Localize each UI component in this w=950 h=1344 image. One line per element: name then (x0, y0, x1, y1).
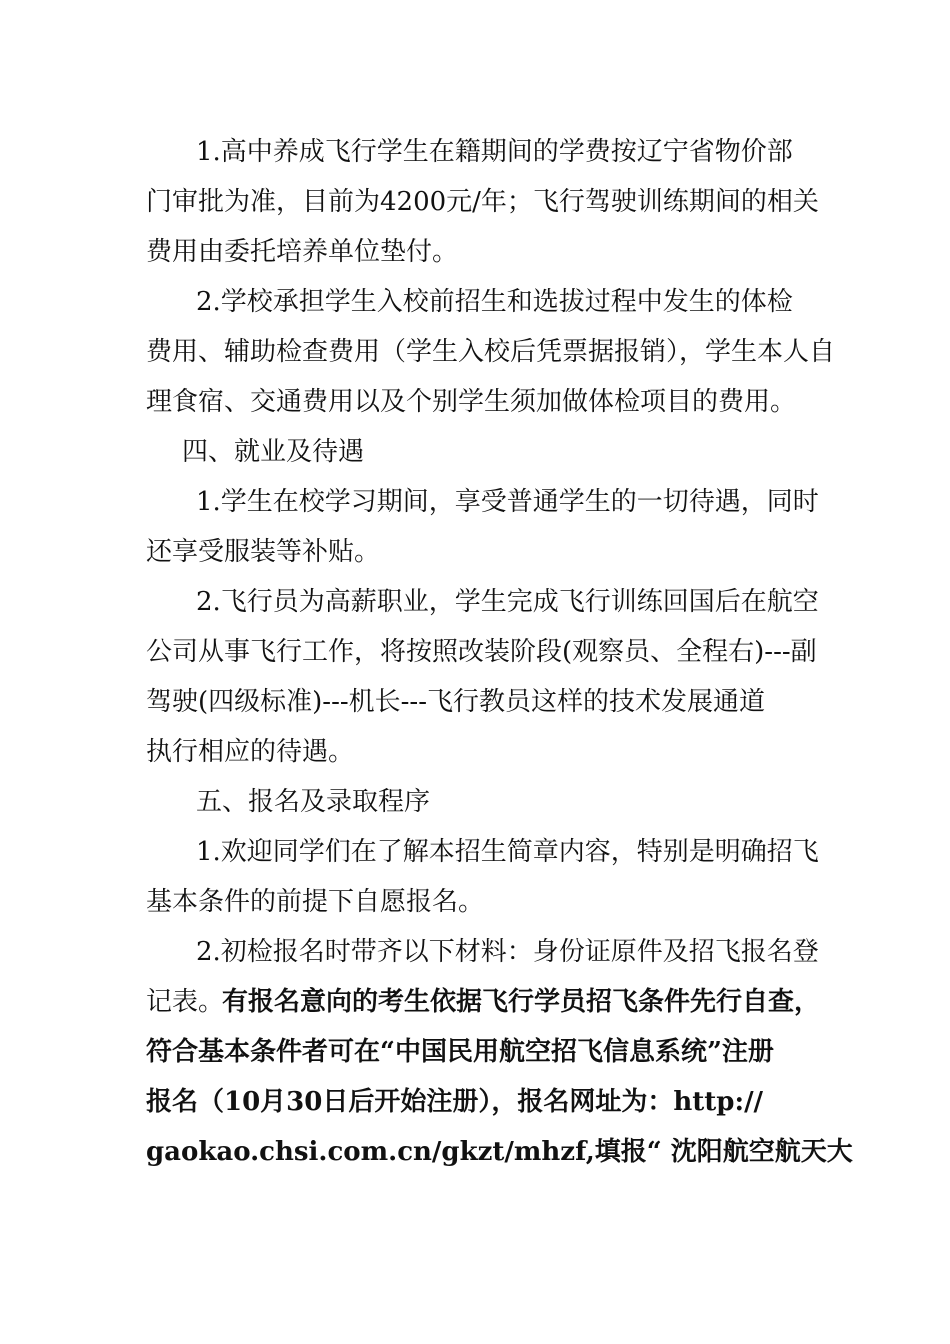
paragraph-line: 记表。 (146, 987, 225, 1017)
paragraph-line: 1.高中养成飞行学生在籍期间的学费按辽宁省物价部 (196, 137, 793, 167)
paragraph-line: 门审批为准，目前为4200元/年；飞行驾驶训练期间的相关 (146, 187, 819, 217)
paragraph-line: 费用、辅助检查费用（学生入校后凭票据报销），学生本人自 (146, 337, 836, 367)
paragraph-line: 基本条件的前提下自愿报名。 (146, 887, 485, 917)
paragraph-line: 2.飞行员为高薪职业，学生完成飞行训练回国后在航空 (196, 587, 819, 617)
paragraph-line: 公司从事飞行工作，将按照改装阶段(观察员、全程右)---副 (146, 637, 817, 667)
paragraph-line: 费用由委托培养单位垫付。 (146, 237, 459, 267)
emphasis-line: 符合基本条件者可在“中国民用航空招飞信息系统”注册 (146, 1037, 774, 1067)
emphasis-line: 报名（10月30日后开始注册），报名网址为：http:// (146, 1087, 764, 1117)
paragraph-line: 还享受服装等补贴。 (146, 537, 381, 567)
paragraph-line: 2.学校承担学生入校前招生和选拔过程中发生的体检 (196, 287, 793, 317)
section-heading: 四、就业及待遇 (182, 437, 365, 467)
paragraph-line: 驾驶(四级标准)---机长---飞行教员这样的技术发展通道 (146, 687, 765, 717)
paragraph-line: 1.欢迎同学们在了解本招生简章内容，特别是明确招飞 (196, 837, 819, 867)
emphasis-text: 有报名意向的考生依据飞行学员招飞条件先行自查， (222, 987, 821, 1017)
section-heading: 五、报名及录取程序 (196, 787, 431, 817)
paragraph-line: 理食宿、交通费用以及个别学生须加做体检项目的费用。 (146, 387, 797, 417)
paragraph-line: 执行相应的待遇。 (146, 737, 355, 767)
registration-url-line: gaokao.chsi.com.cn/gkzt/mhzf,填报“ 沈阳航空航天大 (146, 1137, 853, 1167)
paragraph-line: 1.学生在校学习期间，享受普通学生的一切待遇，同时 (196, 487, 819, 517)
paragraph-line: 2.初检报名时带齐以下材料：身份证原件及招飞报名登 (196, 937, 819, 967)
